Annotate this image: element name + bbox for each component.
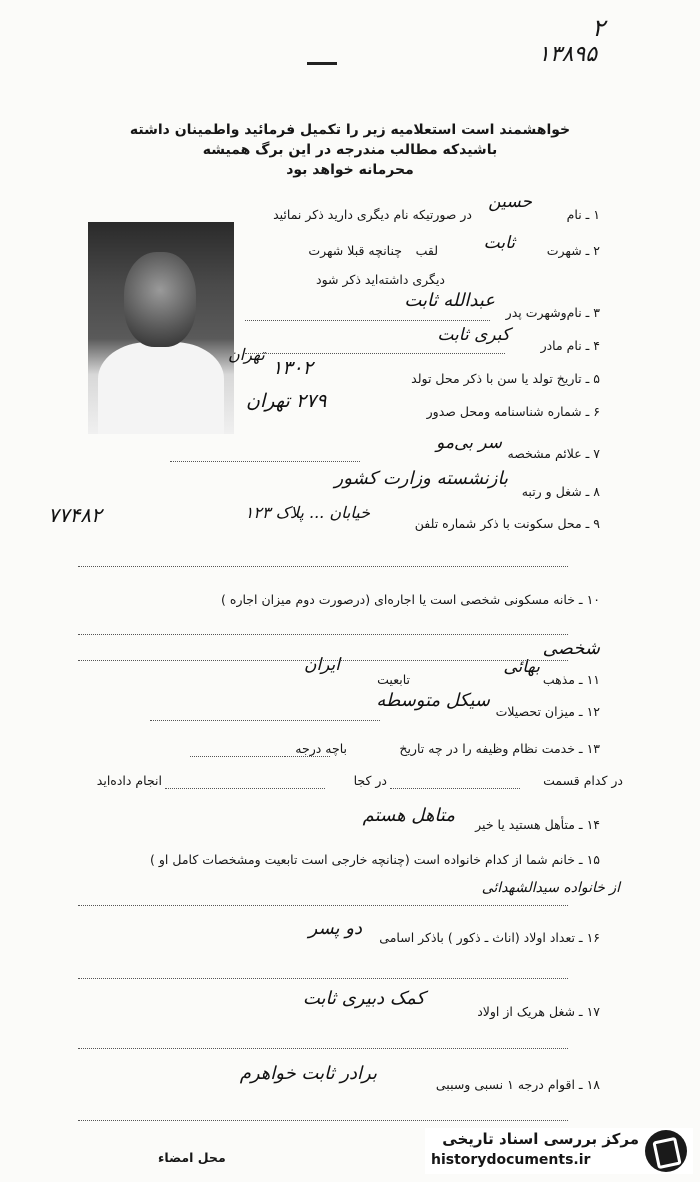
- field-16-label: ۱۶ ـ تعداد اولاد (اناث ـ ذکور ) باذکر اسامی: [379, 930, 600, 945]
- field-6-label: ۶ ـ شماره شناسنامه ومحل صدور: [426, 404, 600, 419]
- field-17-dots-2: [78, 1048, 568, 1049]
- field-5-value: ۱۳۰۲: [272, 357, 313, 379]
- field-15-dots: [78, 905, 568, 906]
- corner-mark: ۲: [592, 14, 605, 42]
- document-logo-icon: [645, 1130, 687, 1172]
- field-10-dots-1: [78, 634, 568, 635]
- field-1-label: ۱ ـ نام: [566, 207, 600, 222]
- field-13-cont-mid: در کجا: [353, 773, 387, 788]
- header-line-2: باشیدکه مطالب مندرجه در این برگ همیشه: [202, 142, 498, 158]
- field-13-label: ۱۳ ـ خدمت نظام وظیفه را در چه تاریخ: [399, 741, 600, 756]
- top-dash: [307, 62, 337, 65]
- header-line-1: خواهشمند است استعلامیه زیر را تکمیل فرمائید واطمینان داشته: [129, 122, 571, 138]
- field-3-dots: [245, 320, 490, 321]
- field-2-cont: دیگری داشته‌اید ذکر شود: [316, 272, 445, 287]
- field-18-label: ۱۸ ـ اقوام درجه ۱ نسبی وسببی: [435, 1077, 600, 1092]
- field-4-label: ۴ ـ نام مادر: [540, 338, 600, 353]
- field-17-value: کمک دبیری ثابت: [302, 988, 425, 1009]
- field-11-value: بهائی: [503, 657, 540, 677]
- corner-file-number: ۱۳۸۹۵: [538, 42, 598, 67]
- watermark-title: مرکز بررسی اسناد تاریخی: [442, 1130, 639, 1148]
- field-11-value2: ایران: [303, 655, 340, 675]
- field-11-mid: تابعیت: [377, 672, 410, 687]
- field-2-value: ثابت: [483, 233, 515, 253]
- field-15-value: از خانواده سیدالشهدائی: [481, 880, 620, 896]
- field-14-value: متاهل هستم: [362, 805, 455, 826]
- field-6-value: ۲۷۹ تهران: [246, 390, 327, 412]
- field-8-value: بازنشسته وزارت کشور: [334, 468, 508, 489]
- field-4-dots: [245, 353, 505, 354]
- field-1-suffix: در صورتیکه نام دیگری دارید ذکر نمائید: [273, 207, 472, 222]
- watermark-logo: [425, 1128, 693, 1174]
- field-2-mid: لقب: [415, 243, 438, 258]
- field-4-value: کبری ثابت: [437, 325, 510, 345]
- field-7-dots: [170, 461, 360, 462]
- field-12-dots: [150, 720, 380, 721]
- field-3-value: عبدالله ثابت: [404, 290, 495, 311]
- field-10-label: ۱۰ ـ خانه مسکونی شخصی است یا اجاره‌ای (درصورت دوم میزان اجاره ): [221, 592, 600, 607]
- field-9-value: خیابان ... پلاک ۱۲۳: [244, 503, 370, 522]
- field-13-mid: باچه درجه: [295, 741, 347, 756]
- field-9-label: ۹ ـ محل سکونت با ذکر شماره تلفن: [414, 516, 600, 531]
- field-10-value: شخصی: [542, 638, 600, 659]
- field-12-value: سیکل متوسطه: [376, 690, 490, 711]
- field-9-dots-cont: [78, 566, 568, 567]
- field-7-value: سر بی‌مو: [436, 433, 502, 453]
- field-11-label: ۱۱ ـ مذهب: [542, 672, 600, 687]
- signature-label: محل امضاء: [158, 1150, 226, 1165]
- field-18-dots-2: [78, 1120, 568, 1121]
- field-15-label: ۱۵ ـ خانم شما از کدام خانواده است (چنانچه خارجی است تابعیت ومشخصات کامل او ): [150, 852, 600, 867]
- field-2-label: ۲ ـ شهرت: [546, 243, 600, 258]
- field-7-label: ۷ ـ علائم مشخصه: [507, 446, 600, 461]
- field-13-dots-rank: [190, 756, 285, 757]
- field-8-label: ۸ ـ شغل و رتبه: [521, 484, 600, 499]
- field-12-label: ۱۲ ـ میزان تحصیلات: [495, 704, 600, 719]
- field-1-value: حسین: [488, 192, 532, 212]
- field-13-dots-unit: [390, 788, 520, 789]
- field-2-suffix: چنانچه قبلا شهرت: [308, 243, 402, 258]
- field-5-value2: تهران: [228, 345, 265, 364]
- field-13-dots-place: [165, 788, 325, 789]
- field-17-label: ۱۷ ـ شغل هریک از اولاد: [477, 1004, 600, 1019]
- field-3-label: ۳ ـ نام‌وشهرت پدر: [505, 305, 600, 320]
- field-14-label: ۱۴ ـ متأهل هستید یا خیر: [475, 817, 600, 832]
- field-13-dots-date: [285, 756, 330, 757]
- field-13-cont: در کدام قسمت: [543, 773, 623, 788]
- applicant-photo: [88, 222, 234, 434]
- field-18-value: برادر ثابت خواهرم: [239, 1063, 377, 1084]
- field-5-label: ۵ ـ تاریخ تولد یا سن با ذکر محل تولد: [411, 371, 600, 386]
- watermark-url: historydocuments.ir: [431, 1152, 591, 1168]
- field-16-dots-2: [78, 978, 568, 979]
- field-9-phone: ۷۷۴۸۲: [48, 503, 102, 527]
- field-13-cont-end: انجام داده‌اید: [96, 773, 162, 788]
- header-line-3: محرمانه خواهد بود: [286, 162, 414, 178]
- field-16-value: دو پسر: [308, 918, 362, 939]
